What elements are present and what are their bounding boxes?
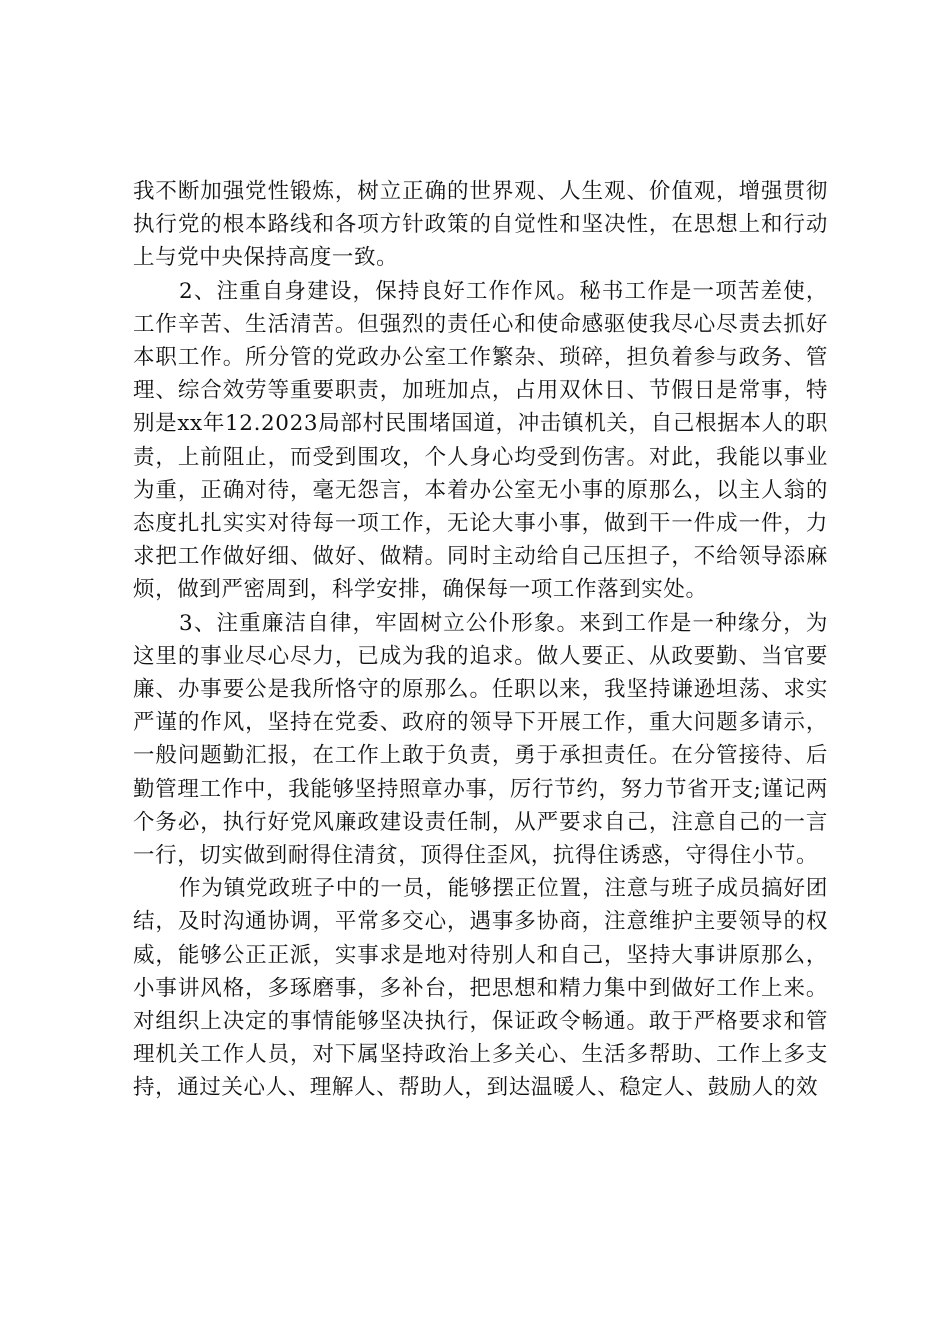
paragraph-continuation: 我不断加强党性锻炼，树立正确的世界观、人生观、价值观，增强贯彻执行党的根本路线和各项方针政策的自觉性和坚决性，在思想上和行动上与党中央保持高度一致。 bbox=[133, 179, 828, 271]
paragraph-integrity: 3、注重廉洁自律，牢固树立公仆形象。来到工作是一种缘分，为这里的事业尽心尽力，已成为我的追求。做人要正、从政要勤、当官要廉、办事要公是我所恪守的原那么。任职以来，我坚持谦逊坦荡、求实严谨的作风，坚持在党委、政府的领导下开展工作，重大问题多请示，一般问题勤汇报，在工作上敢于负责，勇于承担责任。在分管接待、后勤管理工作中，我能够坚持照章办事，厉行节约，努力节省开支;谨记两个务必，执行好党风廉政建设责任制，从严要求自己，注意自己的一言一行，切实做到耐得住清贫，顶得住歪风，抗得住诱惑，守得住小节。 bbox=[133, 610, 828, 869]
document-body bbox=[133, 175, 828, 1105]
paragraph-self-building: 2、注重自身建设，保持良好工作作风。秘书工作是一项苦差使，工作辛苦、生活清苦。但强烈的责任心和使命感驱使我尽心尽责去抓好本职工作。所分管的党政办公室工作繁杂、琐碎，担负着参与政务、管理、综合效劳等重要职责，加班加点，占用双休日、节假日是常事，特别是xx年12.2023局部村民围堵国道，冲击镇机关，自己根据本人的职责，上前阻止，而受到围攻，个人身心均受到伤害。对此，我能以事业为重，正确对待，毫无怨言，本着办公室无小事的原那么，以主人翁的态度扎扎实实对待每一项工作，无论大事小事，做到干一件成一件，力求把工作做好细、做好、做精。同时主动给自己压担子，不给领导添麻烦，做到严密周到，科学安排，确保每一项工作落到实处。 bbox=[133, 278, 828, 603]
paragraph-team-member: 作为镇党政班子中的一员，能够摆正位置，注意与班子成员搞好团结，及时沟通协调，平常多交心，遇事多协商，注意维护主要领导的权威，能够公正正派，实事求是地对待别人和自己，坚持大事讲原那么，小事讲风格，多琢磨事，多补台，把思想和精力集中到做好工作上来。对组织上决定的事情能够坚决执行，保证政令畅通。敢于严格要求和管理机关工作人员，对下属坚持政治上多关心、生活多帮助、工作上多支持，通过关心人、理解人、帮助人，到达温暖人、稳定人、鼓励人的效 bbox=[133, 876, 828, 1101]
